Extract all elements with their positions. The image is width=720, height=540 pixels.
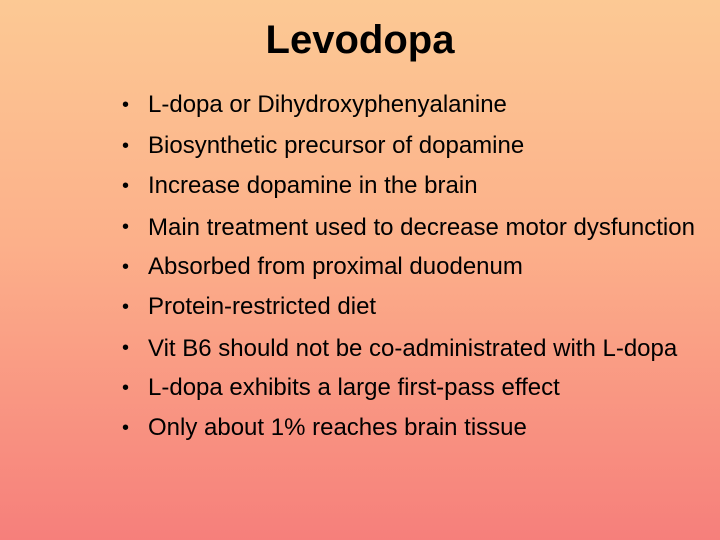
bullet-dot-icon: • xyxy=(122,255,130,278)
bullet-text: L-dopa exhibits a large first-pass effect xyxy=(148,373,560,401)
bullet-text: Main treatment used to decrease motor dysfunction xyxy=(148,213,695,241)
bullet-dot-icon: • xyxy=(122,336,130,359)
bullet-item xyxy=(122,287,707,328)
bullet-text: Only about 1% reaches brain tissue xyxy=(148,414,527,441)
slide-title: Levodopa xyxy=(265,18,455,62)
bullet-list xyxy=(122,85,707,449)
bullet-dot-icon: • xyxy=(122,417,130,439)
bullet-dot-icon: • xyxy=(122,215,130,238)
bullet-text: Biosynthetic precursor of dopamine xyxy=(148,131,525,159)
bullet-text: Vit B6 should not be co-administrated with L-dopa xyxy=(148,334,678,362)
bullet-text: Protein-restricted diet xyxy=(148,293,377,320)
bullet-dot-icon: • xyxy=(122,94,130,116)
bullet-item xyxy=(122,85,707,126)
bullet-dot-icon: • xyxy=(122,296,130,318)
bullet-text: Absorbed from proximal duodenum xyxy=(148,252,523,280)
bullet-text: Increase dopamine in the brain xyxy=(148,172,478,199)
bullet-dot-icon: • xyxy=(122,376,130,399)
bullet-item xyxy=(122,166,707,207)
bullet-item xyxy=(122,332,707,365)
bullet-item xyxy=(122,408,707,449)
bullet-item xyxy=(122,247,707,288)
bullet-text: L-dopa or Dihydroxyphenyalanine xyxy=(148,91,507,118)
bullet-item xyxy=(122,368,707,409)
bullet-dot-icon: • xyxy=(122,175,130,197)
bullet-item xyxy=(122,126,707,167)
bullet-item xyxy=(122,211,707,244)
bullet-dot-icon: • xyxy=(122,134,130,157)
